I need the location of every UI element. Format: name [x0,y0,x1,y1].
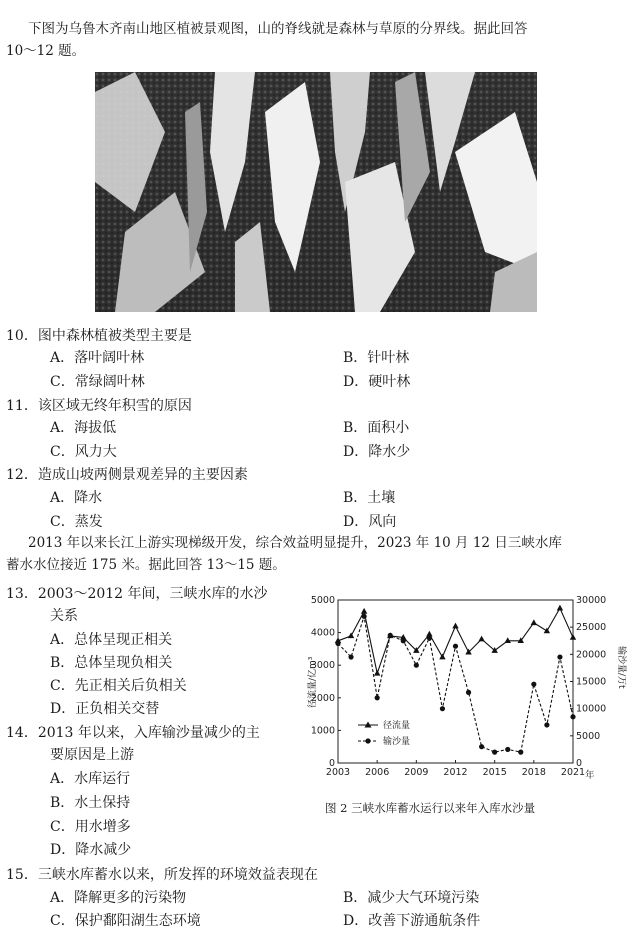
legend-runoff-label: 径流量 [383,721,411,731]
q14-option-a[interactable]: A．水库运行 [50,771,131,787]
sediment-point [479,744,484,749]
right-tick-label: 0 [576,758,583,769]
q12-option-c[interactable]: C．蒸发 [50,514,103,530]
runoff-point [557,605,563,611]
question-12-stem: 12．造成山坡两侧景观差异的主要因素 [6,467,248,483]
sediment-point [348,654,353,659]
left-tick-label: 1000 [310,725,335,737]
sediment-point [375,695,380,700]
runoff-point [361,608,367,614]
q14-option-b[interactable]: B．水土保持 [50,795,131,811]
intro-line-1: 下图为乌鲁木齐南山地区植被景观图，山的脊线就是森林与草原的分界线。据此回答 [28,21,528,37]
runoff-series-line [338,608,573,673]
q11-option-d[interactable]: D．降水少 [343,444,411,460]
q12-option-d[interactable]: D．风向 [343,514,397,530]
runoff-point [544,627,550,633]
sediment-series-line [338,616,573,752]
q10-option-a[interactable]: A．落叶阔叶林 [50,350,145,366]
x-tick-label: 2006 [365,767,390,778]
sediment-point [557,654,562,659]
q14-option-d[interactable]: D．降水减少 [50,842,132,858]
runoff-point [374,670,380,676]
question-14-stem: 14．2013 年以来，入库输沙量减少的主 [6,725,260,741]
legend [358,719,410,747]
left-tick-label: 3000 [310,660,335,672]
question-11-stem: 11．该区域无终年积雪的原因 [6,398,192,414]
q12-option-a[interactable]: A．降水 [50,490,103,506]
q10-option-d[interactable]: D．硬叶林 [343,374,411,390]
q15-option-c[interactable]: C．保护鄱阳湖生态环境 [50,913,201,929]
intro2-line-2: 蓄水水位接近 175 米。据此回答 13～15 题。 [6,557,286,573]
q13-option-a[interactable]: A．总体呈现正相关 [50,632,173,648]
sediment-point [388,633,393,638]
x-tick-label: 2012 [443,767,468,778]
right-tick-label: 20000 [576,649,607,661]
right-tick-label: 30000 [576,595,607,606]
q11-option-a[interactable]: A．海拔低 [50,420,117,436]
question-15-stem: 15．三峡水库蓄水以来，所发挥的环境效益表现在 [6,867,318,883]
left-tick-label: 0 [328,758,335,769]
q15-option-d[interactable]: D．改善下游通航条件 [343,913,481,929]
x-tick-label: 2018 [521,767,546,778]
runoff-point [505,637,511,643]
question-10-stem: 10．图中森林植被类型主要是 [6,328,192,344]
runoff-point [348,632,354,638]
sediment-point [518,750,523,755]
sediment-point [440,706,445,711]
right-tick-label: 15000 [576,676,607,688]
landscape-photo [95,72,537,312]
sediment-point [531,682,536,687]
q15-option-a[interactable]: A．降解更多的污染物 [50,890,187,906]
q15-option-b[interactable]: B．减少大气环境污染 [343,890,480,906]
q13-option-c[interactable]: C．先正相关后负相关 [50,678,187,694]
left-tick-label: 2000 [310,692,335,704]
runoff-point [478,636,484,642]
left-tick-label: 5000 [310,595,335,606]
legend-sediment-label: 输沙量 [383,737,411,747]
runoff-point [452,623,458,629]
sediment-point [492,750,497,755]
sediment-point [414,663,419,668]
runoff-sediment-chart [303,588,628,808]
sediment-point [335,641,340,646]
question-14-stem-cont: 要原因是上游 [50,747,134,763]
sediment-point [505,747,510,752]
x-tick-label: 2021 [560,767,586,778]
right-tick-label: 10000 [576,703,607,715]
left-axis-label: 径流量/亿m³ [308,656,318,708]
x-axis-unit: 年 [585,770,595,781]
q13-option-d[interactable]: D．正负相关交替 [50,701,160,717]
x-tick-label: 2009 [404,767,429,778]
q13-option-b[interactable]: B．总体呈现负相关 [50,655,173,671]
right-tick-label: 25000 [576,622,607,634]
legend-sediment-marker [365,738,370,743]
sediment-point [362,614,367,619]
q11-option-b[interactable]: B．面积小 [343,420,410,436]
right-axis-label: 输沙量/万t [616,646,626,689]
sediment-point [570,714,575,719]
x-tick-label: 2003 [325,767,351,778]
q12-option-b[interactable]: B．土壤 [343,490,396,506]
q11-option-c[interactable]: C．风力大 [50,444,117,460]
sediment-point [427,635,432,640]
sediment-point [544,722,549,727]
question-13-stem-cont: 关系 [50,608,78,624]
question-13-stem: 13．2003～2012 年间，三峡水库的水沙 [6,586,268,602]
q10-option-b[interactable]: B．针叶林 [343,350,410,366]
q14-option-c[interactable]: C．用水增多 [50,819,131,835]
sediment-point [453,644,458,649]
left-tick-label: 4000 [310,627,335,639]
runoff-point [439,654,445,660]
x-tick-label: 2015 [482,767,507,778]
q10-option-c[interactable]: C．常绿阔叶林 [50,374,145,390]
right-tick-label: 5000 [576,730,601,742]
intro-line-2: 10～12 题。 [6,43,86,59]
sediment-point [466,690,471,695]
intro2-line-1: 2013 年以来长江上游实现梯级开发，综合效益明显提升，2023 年 10 月 12 日三峡水库 [28,535,562,551]
runoff-point [570,634,576,640]
runoff-point [531,619,537,625]
sediment-point [401,638,406,643]
chart-caption: 图 2 三峡水库蓄水运行以来年入库水沙量 [325,801,536,815]
